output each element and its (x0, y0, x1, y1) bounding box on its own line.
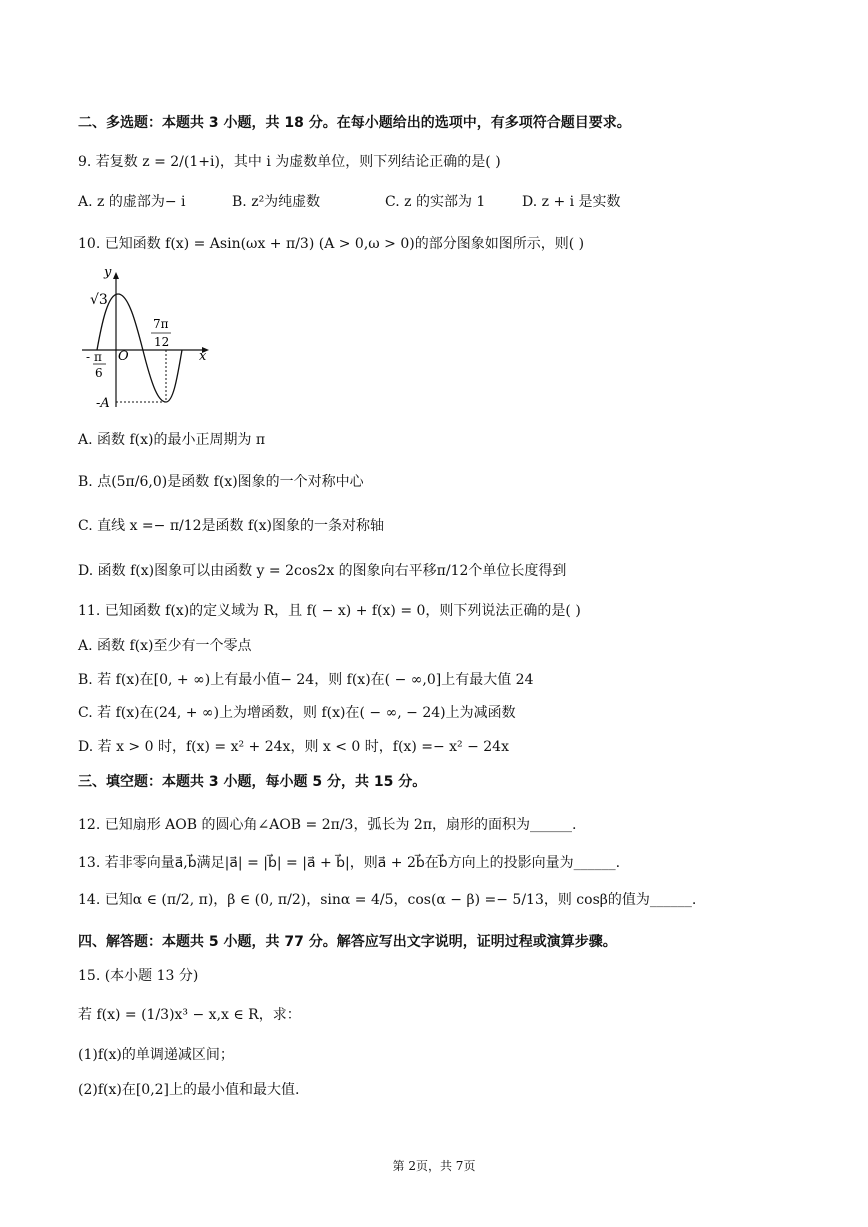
y-axis-arrow-icon (113, 272, 119, 279)
page-footer: 第 2页，共 7页 (392, 1159, 476, 1173)
question-11-stem: 11. 已知函数 f(x)的定义域为 R，且 f( − x) + f(x) = 0，则下列说法正确的是( ) (78, 603, 581, 619)
q10-sine-graph (78, 262, 218, 412)
question-15-part-2: (2)f(x)在[0,2]上的最小值和最大值. (78, 1082, 300, 1098)
q11-option-d: D. 若 x > 0 时，f(x) = x² + 24x，则 x < 0 时，f(x) =− x² − 24x (78, 739, 509, 755)
question-15-title: 15. (本小题 13 分) (78, 968, 199, 984)
q10-option-d: D. 函数 f(x)图象可以由函数 y = 2cos2x 的图象向右平移π/12个单位长度得到 (78, 563, 567, 579)
neg-a-label: -A (96, 396, 110, 411)
q9-option-c: C. z 的实部为 1 (385, 194, 486, 210)
neg-pi-numerator: π (94, 350, 102, 364)
question-9-stem: 9. 若复数 z = 2/(1+i)，其中 i 为虚数单位，则下列结论正确的是( ) (78, 154, 501, 170)
q9-option-a: A. z 的虚部为− i (78, 194, 186, 210)
neg-pi-denominator: 6 (95, 366, 103, 380)
section-header-solutions: 四、解答题：本题共 5 小题，共 77 分。解答应写出文字说明，证明过程或演算步骤。 (78, 934, 617, 950)
question-15-part-1: (1)f(x)的单调递减区间； (78, 1047, 234, 1063)
question-13: 13. 若非零向量a⃗,b⃗满足|a⃗| = |b⃗| = |a⃗ + b⃗|，则a⃗ + 2b⃗在b⃗方向上的投影向量为______. (78, 855, 621, 871)
q10-option-b: B. 点(5π/6,0)是函数 f(x)图象的一个对称中心 (78, 474, 364, 490)
q11-option-a: A. 函数 f(x)至少有一个零点 (78, 638, 252, 654)
origin-label: O (118, 349, 129, 364)
q10-option-a: A. 函数 f(x)的最小正周期为 π (78, 432, 266, 448)
seven-pi-denominator: 12 (154, 335, 170, 349)
q9-option-d: D. z + i 是实数 (522, 194, 621, 210)
seven-pi-numerator: 7π (153, 317, 169, 331)
q11-option-c: C. 若 f(x)在(24, + ∞)上为增函数，则 f(x)在( − ∞, − 24)上为减函数 (78, 705, 516, 721)
sqrt3-label: √3 (90, 292, 108, 308)
section-header-fill-in: 三、填空题：本题共 3 小题，每小题 5 分，共 15 分。 (78, 774, 427, 790)
q9-option-b: B. z²为纯虚数 (232, 194, 321, 210)
question-10-stem: 10. 已知函数 f(x) = Asin(ωx + π/3) (A > 0,ω > 0)的部分图象如图所示，则( ) (78, 236, 585, 252)
section-header-multiple-choice: 二、多选题：本题共 3 小题，共 18 分。在每小题给出的选项中，有多项符合题目要求。 (78, 115, 631, 131)
q10-option-c: C. 直线 x =− π/12是函数 f(x)图象的一条对称轴 (78, 518, 385, 534)
neg-pi-minus: - (86, 350, 91, 364)
question-15-stem: 若 f(x) = (1/3)x³ − x,x ∈ R，求： (78, 1007, 301, 1023)
x-axis-label: x (199, 349, 207, 364)
question-12: 12. 已知扇形 AOB 的圆心角∠AOB = 2π/3，弧长为 2π，扇形的面积为______. (78, 817, 577, 833)
y-axis-label: y (104, 265, 112, 280)
question-14: 14. 已知α ∈ (π/2, π)，β ∈ (0, π/2)，sinα = 4/5，cos(α − β) =− 5/13，则 cosβ的值为______. (78, 892, 697, 908)
q11-option-b: B. 若 f(x)在[0, + ∞)上有最小值− 24，则 f(x)在( − ∞,0]上有最大值 24 (78, 672, 534, 688)
